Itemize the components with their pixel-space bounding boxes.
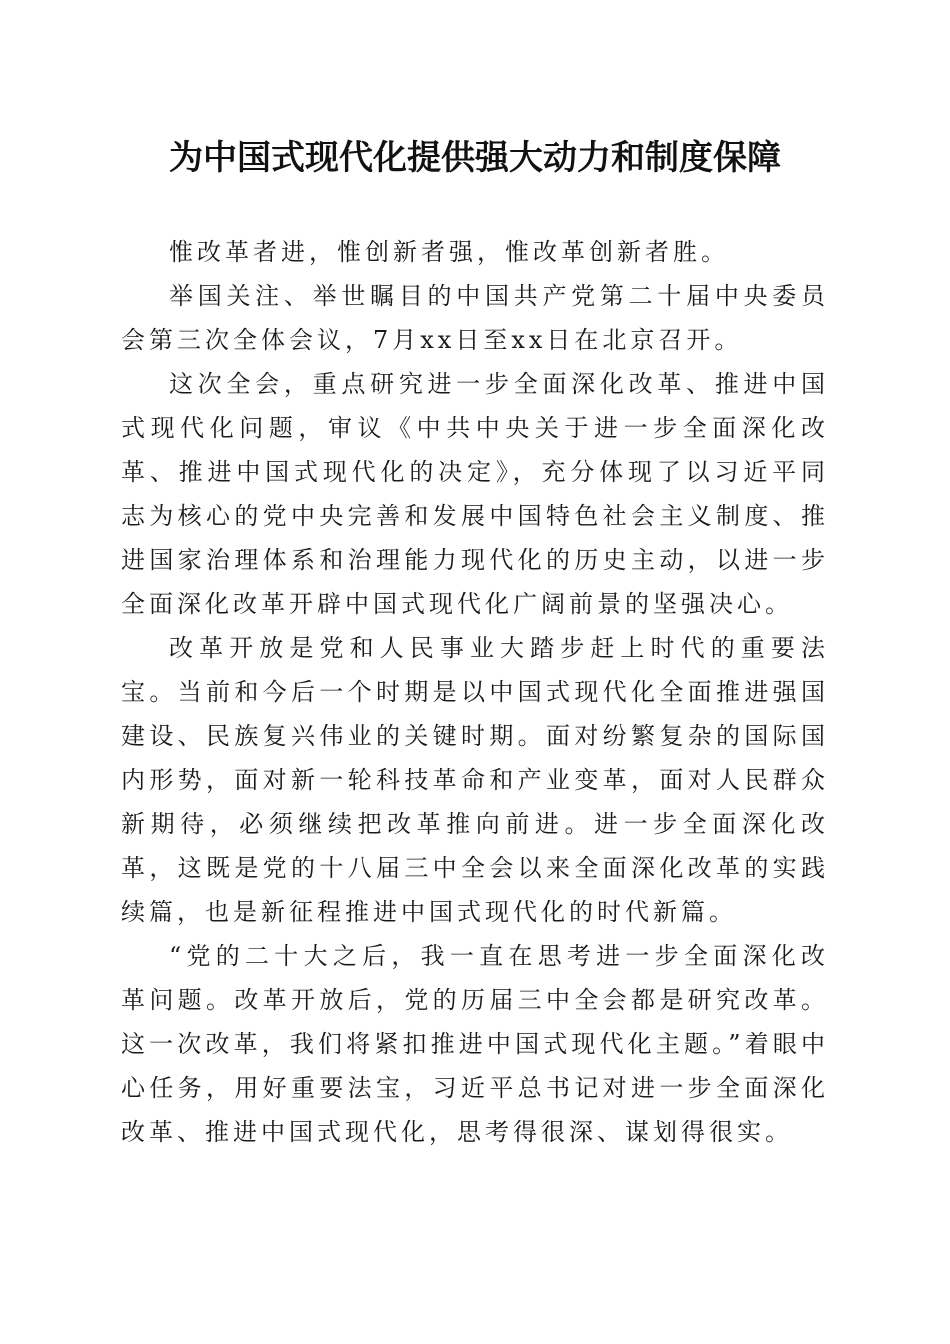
document-title: 为中国式现代化提供强大动力和制度保障: [169, 138, 781, 178]
paragraph: 惟改革者进，惟创新者强，惟改革创新者胜。: [169, 238, 729, 266]
paragraph: “党的二十大之后，我一直在思考进一步全面深化改革问题。改革开放后，党的历届三中全会都是研究改革。这一次改革，我们将紧扣推进中国式现代化主题。”着眼中心任务，用好重要法宝，习近平总书记对进一步全面深化改革、推进中国式现代化，思考得很深、谋划得很实。: [121, 942, 829, 1146]
paragraph: 举国关注、举世瞩目的中国共产党第二十届中央委员会第三次全体会议，7月xx日至xx日在北京召开。: [121, 282, 829, 354]
paragraph: 改革开放是党和人民事业大踏步赶上时代的重要法宝。当前和今后一个时期是以中国式现代化全面推进强国建设、民族复兴伟业的关键时期。面对纷繁复杂的国际国内形势，面对新一轮科技革命和产业变革，面对人民群众新期待，必须继续把改革推向前进。进一步全面深化改革，这既是党的十八届三中全会以来全面深化改革的实践续篇，也是新征程推进中国式现代化的时代新篇。: [121, 634, 829, 926]
document-body: [121, 230, 829, 1154]
paragraph: 这次全会，重点研究进一步全面深化改革、推进中国式现代化问题，审议《中共中央关于进一步全面深化改革、推进中国式现代化的决定》，充分体现了以习近平同志为核心的党中央完善和发展中国特色社会主义制度、推进国家治理体系和治理能力现代化的历史主动，以进一步全面深化改革开辟中国式现代化广阔前景的坚强决心。: [121, 370, 829, 618]
